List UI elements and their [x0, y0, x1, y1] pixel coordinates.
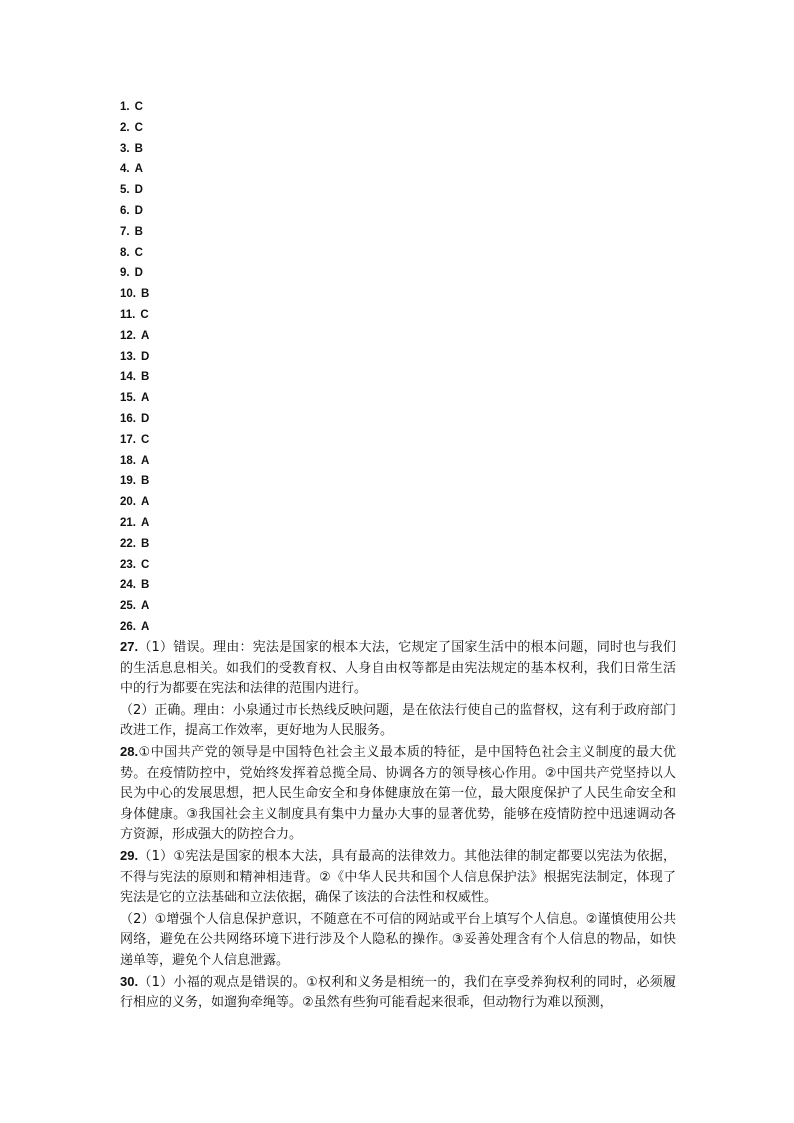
- answer-letter: C: [134, 246, 143, 259]
- answer-letter: A: [134, 163, 143, 176]
- answer-line: [120, 596, 320, 617]
- question-number: 8.: [120, 246, 130, 259]
- answer-letter: B: [141, 537, 150, 550]
- answer-line: [120, 159, 320, 180]
- answer-line: [120, 222, 320, 243]
- answer-letter: C: [140, 308, 149, 321]
- answer-letter: C: [134, 121, 143, 134]
- paragraph-text: （2）正确。理由：小泉通过市长热线反映问题，是在依法行使自己的监督权，这有利于政府部门改进工作，提高工作效率，更好地为人民服务。: [120, 702, 676, 739]
- answer-line: [120, 555, 320, 576]
- essay-answer-section: [120, 637, 676, 1014]
- question-number: 25.: [120, 600, 136, 613]
- answer-line: [120, 617, 320, 638]
- question-number: 11.: [120, 308, 136, 321]
- answer-letter: A: [141, 516, 150, 529]
- answer-letter: D: [141, 350, 150, 363]
- question-number: 19.: [120, 475, 136, 488]
- answer-letter: B: [141, 288, 150, 301]
- answer-line: [120, 430, 320, 451]
- question-number: 30.: [120, 973, 139, 989]
- question-number: 18.: [120, 454, 136, 467]
- answer-line: [120, 326, 320, 347]
- answer-line: [120, 139, 320, 160]
- answer-letter: C: [134, 101, 143, 113]
- question-number: 20.: [120, 496, 136, 509]
- essay-paragraph: [120, 909, 676, 972]
- paragraph-text: （1）错误。理由：宪法是国家的根本大法，它规定了国家生活中的根本问题，同时也与我们的生活息息相关。如我们的受教育权、人身自由权等都是由宪法规定的基本权利，我们日常生活中的行为都要在宪法和法律的范围内进行。: [120, 640, 676, 697]
- question-number: 10.: [120, 288, 136, 301]
- answer-line: [120, 97, 320, 118]
- question-number: 13.: [120, 350, 136, 363]
- question-number: 21.: [120, 516, 136, 529]
- paragraph-text: （1）①宪法是国家的根本大法，具有最高的法律效力。其他法律的制定都要以宪法为依据，不得与宪法的原则和精神相违背。②《中华人民共和国个人信息保护法》根据宪法制定，体现了宪法是它的立法基础和立法依据，确保了该法的合法性和权威性。: [120, 848, 676, 906]
- question-number: 22.: [120, 537, 136, 550]
- answer-letter: B: [141, 371, 150, 384]
- answer-letter: A: [141, 600, 150, 613]
- answer-letter: A: [141, 496, 150, 509]
- answer-letter: B: [134, 225, 143, 238]
- question-number: 1.: [120, 101, 130, 113]
- answer-line: [120, 305, 320, 326]
- answer-line: [120, 388, 320, 409]
- question-number: 3.: [120, 142, 130, 155]
- question-number: 24.: [120, 579, 136, 592]
- question-number: 9.: [120, 267, 130, 280]
- question-number: 16.: [120, 412, 136, 425]
- essay-paragraph: [120, 742, 676, 846]
- question-number: 7.: [120, 225, 130, 238]
- answer-line: [120, 492, 320, 513]
- answer-line: [120, 451, 320, 472]
- paragraph-text: （2）①增强个人信息保护意识，不随意在不可信的网站或平台上填写个人信息。②谨慎使用公共网络，避免在公共网络环境下进行涉及个人隐私的操作。③妥善处理含有个人信息的物品，如快递单等，避免个人信息泄露。: [120, 911, 676, 968]
- answer-letter: D: [141, 412, 150, 425]
- question-number: 15.: [120, 392, 136, 405]
- answer-letter: C: [141, 558, 150, 571]
- question-number: 23.: [120, 558, 136, 571]
- answer-line: [120, 243, 320, 264]
- answer-line: [120, 471, 320, 492]
- essay-paragraph: [120, 637, 676, 700]
- answer-letter: A: [141, 392, 150, 405]
- question-number: 5.: [120, 184, 130, 197]
- answer-line: [120, 180, 320, 201]
- question-number: 2.: [120, 121, 130, 134]
- answer-line: [120, 263, 320, 284]
- answer-line: [120, 201, 320, 222]
- essay-paragraph: [120, 846, 676, 909]
- answer-line: [120, 367, 320, 388]
- question-number: 26.: [120, 620, 136, 633]
- answer-letter: C: [141, 433, 150, 446]
- multiple-choice-answer-list: [120, 97, 320, 638]
- answer-letter: B: [141, 579, 150, 592]
- question-number: 28.: [120, 743, 139, 759]
- answer-line: [120, 118, 320, 139]
- paragraph-text: （1）小福的观点是错误的。①权利和义务是相统一的，我们在享受养狗权利的同时，必须履行相应的义务，如遛狗牵绳等。②虽然有些狗可能看起来很乖，但动物行为难以预测，: [120, 974, 676, 1011]
- answer-line: [120, 513, 320, 534]
- paragraph-text: ①中国共产党的领导是中国特色社会主义最本质的特征，是中国特色社会主义制度的最大优势。在疫情防控中，党始终发挥着总揽全局、协调各方的领导核心作用。②中国共产党坚持以人民为中心的发展思想，把人民生命安全和身体健康放在第一位，最大限度保护了人民生命安全和身体健康。③我国社会主义制度具有集中力量办大事的显著优势，能够在疫情防控中迅速调动各方资源，形成强大的防控合力。: [120, 744, 676, 843]
- question-number: 12.: [120, 329, 136, 342]
- answer-letter: A: [141, 620, 150, 633]
- answer-line: [120, 347, 320, 368]
- answer-line: [120, 575, 320, 596]
- question-number: 29.: [120, 847, 139, 863]
- answer-letter: D: [134, 184, 143, 197]
- answer-letter: A: [141, 329, 150, 342]
- answer-letter: B: [141, 475, 150, 488]
- answer-letter: D: [134, 267, 143, 280]
- question-number: 14.: [120, 371, 136, 384]
- answer-letter: D: [134, 204, 143, 217]
- answer-line: [120, 409, 320, 430]
- question-number: 4.: [120, 163, 130, 176]
- essay-paragraph: [120, 972, 676, 1014]
- answer-letter: B: [134, 142, 143, 155]
- answer-line: [120, 284, 320, 305]
- question-number: 17.: [120, 433, 136, 446]
- answer-line: [120, 534, 320, 555]
- essay-paragraph: [120, 700, 676, 742]
- question-number: 27.: [120, 639, 139, 654]
- answer-letter: A: [141, 454, 150, 467]
- question-number: 6.: [120, 204, 130, 217]
